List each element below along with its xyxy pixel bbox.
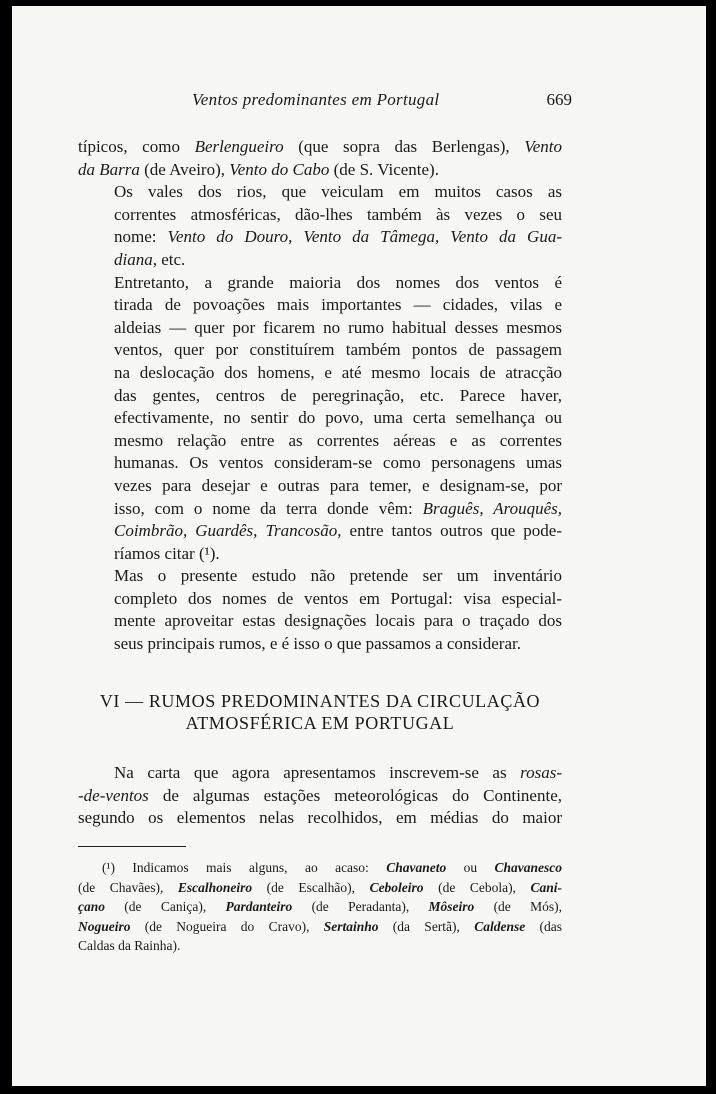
text-line: correntes atmosféricas, dão-lhes também às vezes o seu	[114, 204, 562, 224]
paragraph-4	[78, 565, 562, 655]
text-line: tirada de povoações mais importantes — cidades, vilas e	[114, 295, 562, 315]
text-line: completo dos nomes de ventos em Portugal: visa especial-	[114, 588, 562, 608]
text-line: Entretanto, a grande maioria dos nomes dos ventos é	[114, 272, 562, 292]
section-intro-paragraph	[78, 762, 562, 830]
text-line: Mas o presente estudo não pretende ser um inventário	[114, 566, 562, 586]
footnote	[78, 858, 562, 956]
text-line: diana, etc.	[114, 249, 186, 269]
text-line: seus principais rumos, e é isso o que passamos a considerar.	[114, 634, 521, 654]
text-line: Na carta que agora apresentamos inscrevem-se as rosas-	[114, 763, 562, 782]
page-number: 669	[546, 90, 572, 109]
text-line: (¹) Indicamos mais alguns, ao acaso: Chavaneto ou Chavanesco	[102, 860, 562, 875]
section-heading-line-2: ATMOSFÉRICA EM PORTUGAL	[185, 713, 455, 733]
text-line: efectivamente, no sentir do povo, uma certa semelhança ou	[114, 408, 562, 428]
text-line: (de Chavães), Escalhoneiro (de Escalhão), Ceboleiro (de Cebola), Cani-	[78, 879, 562, 895]
text-line: na deslocação dos homens, e até mesmo locais de atracção	[114, 362, 562, 382]
footnote-divider	[78, 846, 186, 847]
text-line: -de-ventos de algumas estações meteorológicas do Continente,	[78, 785, 562, 805]
text-line: das gentes, centros de peregrinação, etc. Parece haver,	[114, 385, 562, 405]
text-line: aldeias — quer por ficarem no rumo habitual desses mesmos	[114, 317, 562, 337]
text-line: ventos, quer por constituírem também pontos de passagem	[114, 340, 562, 360]
section-heading	[78, 690, 562, 734]
text-line: humanas. Os ventos consideram-se como personagens umas	[114, 453, 562, 473]
paragraph-2	[78, 181, 562, 271]
section-heading-line-1: VI — RUMOS PREDOMINANTES DA CIRCULAÇÃO	[99, 691, 541, 711]
text-line: ríamos citar (¹).	[114, 543, 220, 563]
text-line: da Barra (de Aveiro), Vento do Cabo (de S. Vicente).	[78, 159, 439, 179]
text-line: nome: Vento do Douro, Vento da Tâmega, Vento da Gua-	[114, 227, 562, 247]
text-line: mente aproveitar estas designações locais para o traçado dos	[114, 611, 562, 631]
text-line: Nogueiro (de Nogueira do Cravo), Sertainho (da Sertã), Caldense (das	[78, 918, 562, 934]
text-line: çano (de Caniça), Pardanteiro (de Peradanta), Môseiro (de Mós),	[78, 899, 562, 915]
text-line: típicos, como Berlengueiro (que sopra das Berlengas), Vento	[78, 137, 563, 156]
text-line: Os vales dos rios, que veiculam em muitos casos as	[114, 182, 562, 202]
paragraph-3	[78, 272, 562, 566]
text-line: segundo os elementos nelas recolhidos, em médias do maior	[78, 808, 562, 828]
text-line: vezes para desejar e outras para temer, e designam-se, por	[114, 475, 562, 495]
text-line: mesmo relação entre as correntes aéreas e as correntes	[114, 430, 562, 450]
running-title: Ventos predominantes em Portugal	[192, 90, 440, 109]
text-line: Coimbrão, Guardês, Trancosão, entre tantos outros que pode-	[114, 521, 563, 541]
page-header	[82, 90, 572, 114]
text-line: isso, com o nome da terra donde vêm: Braguês, Arouquês,	[114, 498, 563, 518]
body-text	[78, 136, 562, 656]
text-line: Caldas da Rainha).	[78, 938, 181, 954]
paragraph-1	[78, 136, 562, 181]
book-page	[12, 6, 706, 1086]
